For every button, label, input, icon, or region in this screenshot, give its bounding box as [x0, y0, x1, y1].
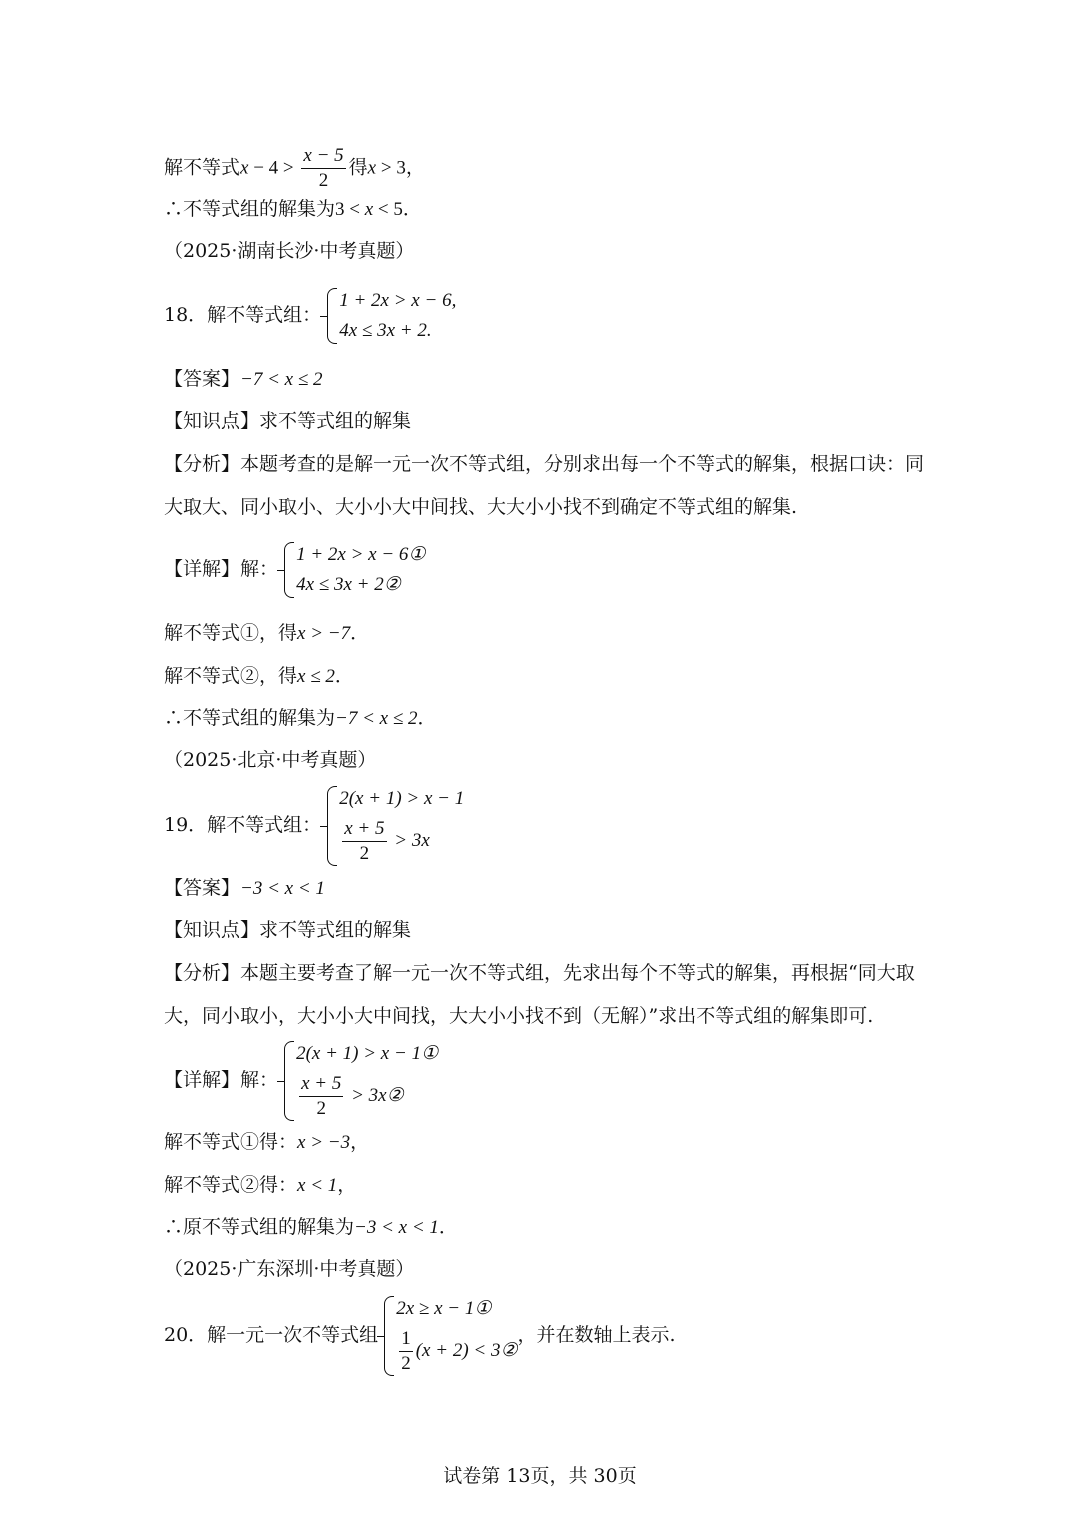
page-footer: 试卷第 13页，共 30页 — [443, 1465, 637, 1487]
conclusion-18: ∴不等式组的解集为−7 < x ≤ 2． — [164, 707, 437, 729]
detail-18: 【详解】解： 1 + 2x > x − 6① 4x ≤ 3x + 2② — [164, 540, 425, 600]
question-20: 20．解一元一次不等式组 2x ≥ x − 1① $\frac{1}{2}$ (x + 2) < 3② ，并在数轴上表示. — [164, 1294, 676, 1378]
step-18-2: 解不等式②，得x ≤ 2． — [164, 665, 354, 687]
step-18-1: 解不等式①，得x > −7． — [164, 622, 370, 644]
fraction: $\frac{1}{2}$ — [401, 1328, 411, 1375]
analysis-18: 【分析】本题考查的是解一元一次不等式组，分别求出每一个不等式的解集，根据口诀：同 — [164, 453, 925, 475]
fraction: $\frac{x - 5}{2}$ — [303, 145, 344, 191]
answer-18: 【答案】−7 < x ≤ 2 — [164, 368, 323, 390]
answer-19: 【答案】−3 < x < 1 — [164, 877, 325, 899]
inequality-system: 1 + 2x > x − 6, 4x ≤ 3x + 2. — [327, 286, 456, 346]
knowledge-point-19: 【知识点】求不等式组的解集 — [164, 919, 412, 941]
analysis-18-cont: 大取大、同小取小、大小小大中间找、大大小小找不到确定不等式组的解集. — [164, 496, 798, 518]
analysis-19-cont: 大，同小取小，大小小大中间找，大大小小找不到（无解）”求出不等式组的解集即可. — [164, 1005, 874, 1027]
fraction: $\frac{x + 5}{2}$ — [344, 818, 385, 865]
step-19-1: 解不等式①得：x > −3， — [164, 1131, 370, 1153]
source-label-19: （2025·北京·中考真题） — [164, 749, 377, 771]
question-19: 19．解不等式组： 2(x + 1) > x − 1 $\frac{x + 5}{2}$ > 3x — [164, 784, 464, 868]
inequality-system: 2x ≥ x − 1① $\frac{1}{2}$ (x + 2) < 3② — [384, 1294, 517, 1378]
inequality-system: 2(x + 1) > x − 1① $\frac{x + 5}{2}$ > 3x② — [284, 1039, 438, 1123]
knowledge-point-18: 【知识点】求不等式组的解集 — [164, 410, 412, 432]
line-solve-ineq-2: 解不等式x − 4 > $\frac{x - 5}{2}$ 得x > 3， — [164, 145, 425, 191]
inequality-system: 1 + 2x > x − 6① 4x ≤ 3x + 2② — [284, 540, 425, 600]
inequality-system: 2(x + 1) > x − 1 $\frac{x + 5}{2}$ > 3x — [327, 784, 464, 868]
source-label-20: （2025·广东深圳·中考真题） — [164, 1258, 415, 1280]
analysis-19: 【分析】本题主要考查了解一元一次不等式组，先求出每个不等式的解集，再根据“同大取 — [164, 962, 915, 984]
detail-19: 【详解】解： 2(x + 1) > x − 1① $\frac{x + 5}{2}$ > 3x② — [164, 1039, 438, 1123]
question-18: 18．解不等式组： 1 + 2x > x − 6, 4x ≤ 3x + 2. — [164, 286, 456, 346]
conclusion-19: ∴原不等式组的解集为−3 < x < 1． — [164, 1216, 458, 1238]
fraction: $\frac{x + 5}{2}$ — [301, 1073, 342, 1120]
step-19-2: 解不等式②得：x < 1， — [164, 1174, 357, 1196]
source-label-18: （2025·湖南长沙·中考真题） — [164, 240, 415, 262]
line-solution-set-17: ∴不等式组的解集为3 < x < 5． — [164, 198, 422, 220]
